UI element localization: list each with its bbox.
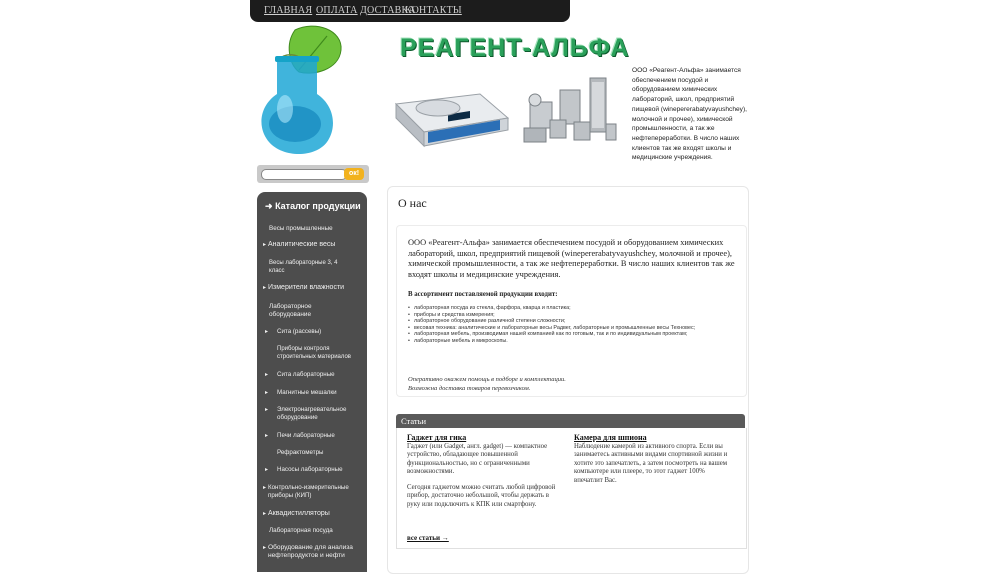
nav-home[interactable]: ГЛАВНАЯ [264,5,313,16]
sidebar-item-lab-glassware[interactable] [269,527,364,534]
bullet-icon: ▸ [265,433,269,439]
articles-section [396,428,747,549]
sidebar-item-label: Контрольно-измерительные приборы (КИП) [268,484,349,499]
sidebar-item-refractometers[interactable] [277,449,362,456]
sidebar-item-label: Лабораторная посуда [269,527,333,534]
main-content [387,186,749,574]
list-item: • лабораторные мебель и микроскопы. [408,338,738,345]
sidebar-item-water-distillers[interactable] [263,510,363,517]
page-title: О нас [398,196,427,210]
sidebar-item-label: Аквадистилляторы [268,510,330,517]
bullet-icon: ▸ [265,329,269,335]
delivery-note: Возможна доставка товаров перевозчиком. [408,385,531,392]
sidebar-item-label: Насосы лабораторные [277,466,343,473]
sidebar-item-label: Оборудование для анализа нефтепродуктов и нефти [268,544,353,560]
sidebar-item-lab-equipment[interactable] [269,303,349,319]
search-input[interactable] [261,169,347,180]
bullet-icon: ▸ [263,511,267,517]
sidebar-item-lab-pumps[interactable] [265,466,363,473]
nav-contacts[interactable]: КОНТАКТЫ [405,5,462,16]
sidebar-item-measuring-instruments[interactable] [263,484,363,500]
sidebar-item-heating-equipment[interactable] [265,406,360,422]
sidebar-item-label: Сита (рассевы) [277,328,322,335]
search-bar [257,165,369,183]
flask-with-leaf-image [255,24,350,159]
lab-equipment-image [520,72,620,152]
sidebar-item-label: Электронагревательное оборудование [277,406,347,421]
sidebar-item-moisture-meters[interactable] [263,284,363,291]
nav-delivery[interactable]: ДОСТАВКА [360,5,416,16]
sidebar-item-label: Лабораторное оборудование [269,303,312,318]
sidebar-item-label: Сита лабораторные [277,371,335,378]
bullet-icon: ▸ [265,467,269,473]
site-logo[interactable]: РЕАГЕНТ-АЛЬФА [400,34,630,62]
articles-title: Статьи [401,416,427,426]
top-navigation [250,0,570,22]
bullet-icon: ▸ [265,372,269,378]
list-item: • лабораторная посуда из стекла, фарфора, кварца и пластика; [408,305,738,312]
assortment-heading: В ассортимент поставляемой продукции входит: [408,291,558,298]
analytical-scale-image [388,74,513,152]
sidebar-item-sieves[interactable] [265,328,363,335]
about-intro-text: ООО «Реагент-Альфа» занимается обеспечением посудой и оборудованием химических лабораторий, школ, предприятий пищевой (winepererabatyvayushchey, молочной и прочее), химической промышленности, а так же нефтепереработки. В число наших клиентов так же входят школы и медицинские учреждения. [408,238,735,279]
sidebar-item-lab-scales[interactable] [269,259,354,275]
sidebar-item-building-materials-control[interactable] [277,345,357,361]
bullet-icon: ▸ [265,390,269,396]
list-item: • весовая техника: аналитические и лабораторные весы Радвег, лабораторные и промышленные весы Техновес; [408,325,738,332]
list-item: • лабораторное оборудование различной степени сложности; [408,318,738,325]
bullet-icon: ▸ [263,242,267,248]
catalog-sidebar [257,192,367,572]
help-note: Оперативно окажем помощь в подборе и комплектации. [408,376,566,383]
sidebar-item-label: Весы промышленные [269,225,333,232]
article-text: Сегодня гаджетом можно считать любой цифровой прибор, достаточно небольшой, чтобы держать в руку или подключить к КПК или смартфону. [407,484,556,508]
sidebar-item-label: Печи лабораторные [277,432,335,439]
bullet-icon: ▸ [263,485,267,491]
article-text: Гаджет (или Gadget, англ. gadget) — компактное устройство, обладающее повышенной функциональностью, но с ограниченными возможностями. [407,443,548,476]
article-text: Наблюдение камерой из активного спорта. Если вы занимаетесь активными видами спортивной жизни и хотите это запечатлеть, а затем посмотреть на вашем компьютере или плеере, то этот гаджет 100% впечатлит Вас. [574,443,728,484]
bullet-icon: ▸ [263,285,267,291]
sidebar-item-label: Магнитные мешалки [277,389,337,396]
articles-header [396,414,745,428]
catalog-title-text: Каталог продукции [275,201,361,211]
article-title-camera[interactable]: Камера для шпиона [574,433,647,442]
sidebar-item-lab-furnaces[interactable] [265,432,363,439]
header-description: ООО «Реагент-Альфа» занимается обеспечением посудой и оборудованием химических лабораторий, школ, предприятий пищевой (winepererabatyvayushchey), молочной и прочее), химической промышленности, а так же нефтепереработки. В число наших клиентов так же входят школы и медицинские учреждения. [632,67,748,162]
about-section [396,225,747,397]
bullet-icon: ▸ [263,545,267,551]
article-title-gadget[interactable]: Гаджет для гика [407,433,467,442]
sidebar-item-label: Приборы контроля строительных материалов [277,346,351,360]
list-item: • приборы и средства измерения; [408,312,738,319]
sidebar-item-magnetic-stirrers[interactable] [265,389,363,396]
list-item: • лабораторная мебель, производимая нашей компанией как по готовым, так и по индивидуальным проектам; [408,331,738,338]
search-button[interactable]: ок! [344,168,364,180]
nav-payment[interactable]: ОПЛАТА [316,5,358,16]
catalog-title [265,201,361,212]
arrow-right-icon: ➜ [265,201,273,211]
all-articles-link[interactable]: все статьи → [407,534,449,542]
product-list [408,305,738,345]
sidebar-item-label: Аналитические весы [268,241,336,248]
sidebar-item-analytical-scales[interactable] [263,241,363,248]
sidebar-item-label: Весы лабораторные 3, 4 класс [269,260,338,274]
sidebar-item-oil-analysis-equipment[interactable] [263,544,365,561]
sidebar-item-label: Измерители влажности [268,284,345,291]
sidebar-item-industrial-scales[interactable] [269,225,364,232]
sidebar-item-lab-sieves[interactable] [265,371,363,378]
bullet-icon: ▸ [265,407,269,413]
sidebar-item-label: Рефрактометры [277,449,324,456]
